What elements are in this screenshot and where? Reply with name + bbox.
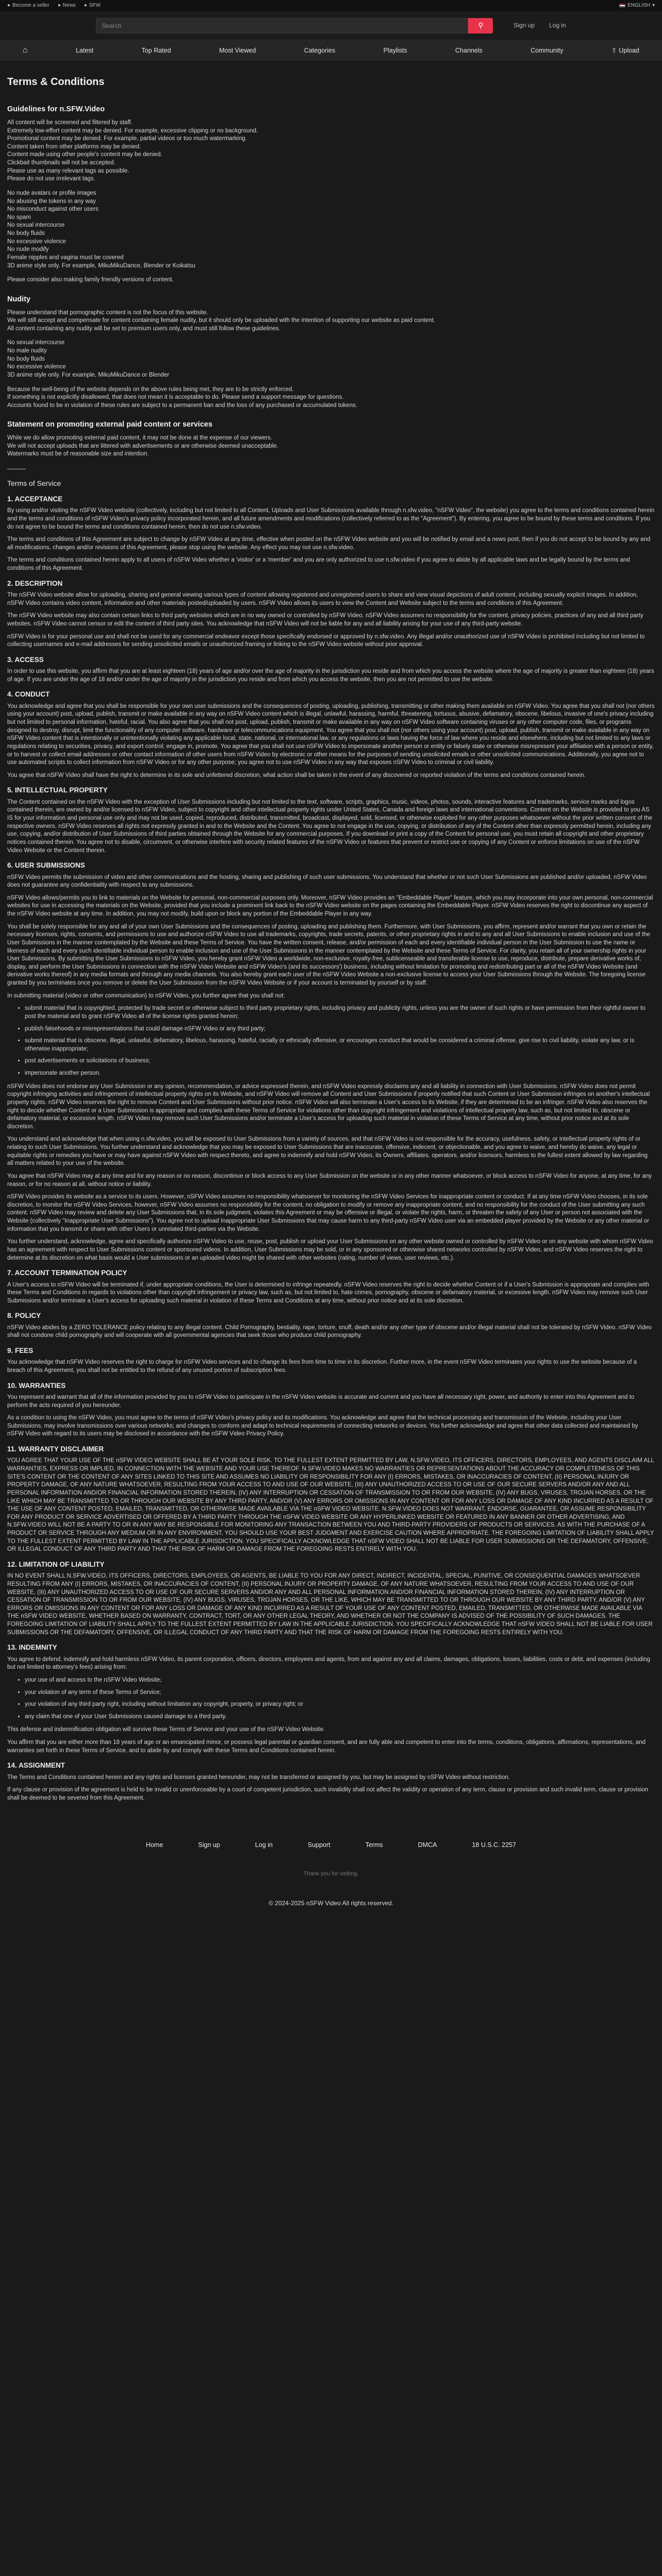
- section-paragraph: The terms and conditions of this Agreement are subject to change by nSFW Video at any time, effective when posted on the nSFW Video website and you will be notified by email and a news post, then if you do not accept to be bound by any and all modifications, changes and/or revisions of this Agreement, please stop using the website. Any effect you may not use n.sfw.video.: [7, 536, 651, 551]
- section-heading: 14. ASSIGNMENT: [7, 1761, 65, 1770]
- search-bar: [96, 18, 493, 33]
- section-heading: 3. ACCESS: [7, 655, 44, 664]
- tos-section: [7, 1560, 655, 1637]
- section-paragraph: The nSFW Video website allow for uploading, sharing and general viewing various types of content allowing registered and unregistered users to share and view visual depictions of adult content, including sexually explicit images. In addition, nSFW Video contains video content, information and other materials posted/uploaded by users. nSFW Video allows its users to view the Content and Website subject to the terms and conditions of this Agreement.: [7, 592, 638, 606]
- nudity-title: Nudity: [7, 295, 31, 303]
- section-paragraph: YOU AGREE THAT YOUR USE OF THE nSFW VIDEO WEBSITE SHALL BE AT YOUR SOLE RISK. TO THE FULLEST EXTENT PERMITTED BY LAW, N.SFW.VIDEO, ITS OFFICERS, DIRECTORS, EMPLOYEES, AND AGENTS DISCLAIM ALL WARRANTIES, EXPRESS OR IMPLIED, IN CONNECTION WITH THE WEBSITE AND YOUR USE THEREOF. N.SFW.VIDEO MAKES NO WARRANTIES OR REPRESENTATIONS ABOUT THE ACCURACY OR COMPLETENESS OF THIS SITE'S CONTENT OR THE CONTENT OF ANY SITES LINKED TO THIS SITE AND ASSUMES NO LIABILITY OR RESPONSIBILITY FOR ANY (I) ERRORS, MISTAKES, OR INACCURACIES OF CONTENT, (II) PERSONAL INJURY OR PROPERTY DAMAGE, OF ANY NATURE WHATSOEVER, RESULTING FROM YOUR ACCESS TO AND USE OF OUR WEBSITE, (III) ANY UNAUTHORIZED ACCESS TO OR USE OF OUR SECURE SERVERS AND/OR ANY AND ALL PERSONAL INFORMATION AND/OR FINANCIAL INFORMATION STORED THEREIN, (IV) ANY INTERRUPTION OR CESSATION OF TRANSMISSION TO OR FROM OUR WEBSITE, (IV) ANY BUGS, VIRUSES, TROJAN HORSES, OR THE LIKE WHICH MAY BE TRANSMITTED TO OR THROUGH OUR WEBSITE BY ANY THIRD PARTY, AND/OR (V) ANY ERRORS OR OMISSIONS IN ANY CONTENT OR FOR ANY LOSS OR DAMAGE OF ANY KIND INCURRED AS A RESULT OF THE USE OF ANY CONTENT POSTED, EMAILED, TRANSMITTED, OR OTHERWISE MADE AVAILABLE VIA THE nSFW VIDEO WEBSITE. N.SFW.VIDEO DOES NOT WARRANT, ENDORSE, GUARANTEE, OR ASSUME RESPONSIBILITY FOR ANY PRODUCT OR SERVICE ADVERTISED OR OFFERED BY A THIRD PARTY THROUGH THE nSFW VIDEO WEBSITE OR ANY HYPERLINKED WEBSITE OR FEATURED IN ANY BANNER OR OTHER ADVERTISING, AND N.SFW.VIDEO WILL NOT BE A PARTY TO OR IN ANY WAY BE RESPONSIBLE FOR MONITORING ANY TRANSACTION BETWEEN YOU AND THIRD-PARTY PROVIDERS OF PRODUCTS OR SERVICES. AS WITH THE PURCHASE OF A PRODUCT OR SERVICE THROUGH ANY MEDIUM OR IN ANY ENVIRONMENT, YOU SHOULD USE YOUR BEST JUDGMENT AND EXERCISE CAUTION WHERE APPROPRIATE. THE FOREGOING LIMITATION OF LIABILITY SHALL APPLY TO THE FULLEST EXTENT PERMITTED BY LAW IN THE APPLICABLE JURISDICTION. YOU SPECIFICALLY ACKNOWLEDGE THAT nSFW VIDEO SHALL NOT BE LIABLE FOR USER SUBMISSIONS OR THE DEFAMATORY, OFFENSIVE, OR ILLEGAL CONDUCT OF ANY THIRD PARTY AND THAT THE RISK OF HARM OR DAMAGE FROM THE FOREGOING RESTS ENTIRELY WITH YOU.: [7, 1458, 654, 1553]
- spacer: [7, 333, 655, 339]
- main-nav: [0, 40, 662, 61]
- section-paragraph: nSFW Video does not endorse any User Submission or any opinion, recommendation, or advice expressed therein, and nSFW Video expressly disclaims any and all liability in connection with User Submissions. nSFW Video does not permit copyright infringing activities and infringement of intellectual property rights on its Website, and nSFW Video will remove all Content and User Submissions if properly notified that such Content or User Submission infringes on another's intellectual property rights. nSFW Video reserves the right to remove Content and User Submissions without prior notice. nSFW Video will also terminate a User's access to its Website, if they are determined to be an infringer. nSFW Video also reserves the right to decide whether Content or a User Submission is appropriate and complies with these Terms of Service for violations other than copyright infringement and violations of intellectual property law, such as, but not limited to, obscene or defamatory material, or excessive length. nSFW Video may remove such User Submissions and/or terminate a User's access for uploading such material in violation of these Terms of Service at any time, without prior notice and at its sole discretion.: [7, 1083, 650, 1130]
- section-bullet: • submit material that is obscene, illegal, unlawful, defamatory, libelous, harassing, hateful, racially or ethnically offensive, or encourages conduct that would be considered a criminal offense, give rise to civil liability, violate any law, or is otherwise inappropriate;: [25, 1037, 655, 1053]
- rule-line: No misconduct against other users: [7, 206, 99, 213]
- rule-line: If something is not explicitly disallowed, that does not mean it is acceptable to do. Please send a support message for questions.: [7, 394, 344, 401]
- section-heading: 2. DESCRIPTION: [7, 579, 63, 587]
- section-paragraph: nSFW Video permits the submission of video and other communications and the hosting, sharing and publishing of such user submissions. You understand that whether or not such User Submissions are published and/or uploaded, nSFW Video does not guarantee any confidentiality with respect to any submissions.: [7, 874, 647, 889]
- main-content: [0, 61, 662, 1803]
- rule-line: Female nipples and vagina must be covered: [7, 254, 124, 261]
- rule-line: Promotional content may be denied. For example, partial videos or too much watermarking.: [7, 135, 247, 142]
- thanks-text: Thank you for visiting.: [303, 1870, 359, 1877]
- guidelines-section: [7, 105, 655, 284]
- search-input[interactable]: [96, 18, 468, 33]
- tos-section: [7, 861, 655, 1262]
- rule-line: Because the well-being of the website depends on the above rules being met, they are to be strictly enforced.: [7, 386, 294, 393]
- tos-section: [7, 1381, 655, 1438]
- footer-link-dmca[interactable]: DMCA: [418, 1841, 437, 1849]
- section-bullet: • any claim that one of your User Submissions caused damage to a third party.: [25, 1713, 655, 1721]
- language-label: ENGLISH: [627, 3, 650, 9]
- rule-line: No spam: [7, 214, 31, 221]
- search-button[interactable]: [468, 18, 493, 33]
- tos-section: [7, 655, 655, 684]
- section-heading: 7. ACCOUNT TERMINATION POLICY: [7, 1269, 127, 1277]
- upload-icon: ⇧: [611, 46, 617, 54]
- section-heading: 4. CONDUCT: [7, 690, 50, 699]
- rule-line: We will not accept uploads that are littered with advertisements or are otherwise deemed unacceptable.: [7, 443, 278, 449]
- upload-label: Upload: [619, 46, 639, 54]
- tos-sections: [7, 495, 655, 1803]
- top-bar: [0, 0, 662, 11]
- news-icon: ●: [57, 3, 61, 9]
- section-paragraph: The terms and conditions contained herein apply to all users of nSFW Video whether a 'visitor' or a 'member' and you are only authorized to use n.sfw.video if you agree to abide by all applicable laws and be legally bound by the terms and conditions of this Agreement.: [7, 557, 630, 572]
- section-paragraph: nSFW Video allows/permits you to link to materials on the Website for personal, non-commercial purposes only. Moreover, nSFW Video provides an "Embeddable Player" feature, which you may incorporate into your own personal, non-commercial websites for use in accessing the materials on the Website, provided that you include a prominent link back to the nSFW Video website on the pages containing the Embeddable Player. nSFW Video reserves the right to discontinue any aspect of the nSFW Video website at any time. In addition, you may not modify, build upon or block any portion of the Embeddable Player in any way.: [7, 894, 653, 918]
- guidelines-title: Guidelines for n.SFW.Video: [7, 105, 105, 114]
- rule-line: No abusing the tokens in any way: [7, 198, 96, 205]
- upload-button[interactable]: [611, 46, 639, 55]
- footer-link-login[interactable]: Log in: [255, 1841, 273, 1849]
- section-paragraph: You acknowledge and agree that you shall be responsible for your own user submissions and the consequences of posting, uploading, publishing, transmitting or other making them available on nSFW Video. You agree that you shall not (nor others using your account) post, upload, publish, transmit or make available in any way on nSFW Video content which is illegal, unlawful, harassing, harmful, threatening, tortuous, abusive, defamatory, obscene, libelous, invasive of one's privacy including but not limited to personal information, hateful, racial. You also agree that you shall not post, upload, publish, transmit or make available in any way on nSFW Video software containing viruses or any other computer code, files, or programs designed to destroy, disrupt, limit the functionality of any computer software, hardware or telecommunications equipment. You agree that you shall not (nor others using your account) post, upload, publish, transmit or make available in any way on nSFW Video content that is intentionally or unintentionally violating any applicable local, state, national, or international law, or any regulations or laws having the force of law where you reside and elsewhere, including but not limited to any laws or regulations relating to securities, privacy, and export control; engage in, promote. You agree that you shall not use nSFW Video to impersonate another person or entity or falsely state or otherwise misrepresent your affiliation with a person or entity, or to harvest or collect email addresses or other contact information of other users from nSFW Video by electronic or other means for the purposes of sending unsolicited emails or other unsolicited communications. Additionally, you agree not to use automated scripts to collect information from nSFW Video or for any other purpose; you agree not to use nSFW Video in any way that exposes nSFW Video to criminal or civil liability.: [7, 703, 655, 766]
- section-paragraph: You agree that nSFW Video may at any time and for any reason or no reason, discontinue or block access to any User Submission on the website or in any other manner whatsoever, or block access to nSFW Video for anyone, at any time, for any reason, or for no reason at all, without notice or liability.: [7, 1173, 652, 1188]
- rule-line: Content taken from other platforms may be denied.: [7, 143, 141, 150]
- rule-line: No body fluids: [7, 230, 45, 237]
- section-bullet: • impersonate another person.: [25, 1070, 655, 1078]
- tos-section: [7, 1445, 655, 1554]
- top-link-label: SFW: [89, 3, 101, 9]
- section-paragraph: The Content contained on the nSFW Video with the exception of User Submissions including but not limited to the text, software, scripts, graphics, music, videos, photos, sounds, interactive features and trademarks, service marks and logos contained therein, are owned by and/or licensed to nSFW Video, subject to copyright and other intellectual property rights under United States, Canada and foreign laws and international conventions. Content on the Website is provided to you AS IS for your information and personal use only and may not be used, copied, reproduced, distributed, transmitted, broadcast, displayed, sold, licensed, or otherwise exploited for any other purposes whatsoever without the prior written consent of the respective owners. nSFW Video reserves all rights not expressly granted in and to the Website and the Content. You agree to not engage in the use, copying, or distribution of any of the Content other than expressly permitted herein, including any use, copying, and/or distribution of User Submissions of third parties obtained through the Website for any commercial purposes. If you download or print a copy of the Content for personal use, you must retain all copyright and other proprietary notices contained therein. You agree not to disable, circumvent, or otherwise interfere with security related features of the nSFW Video or features that prevent or restrict use or copying of any Content or enforce limitations on use of the nSFW Video Website or the Content therein.: [7, 799, 653, 854]
- nav-item-categories[interactable]: Categories: [304, 46, 336, 54]
- section-paragraph: A User's access to nSFW Video will be terminated if, under appropriate conditions, the User is determined to infringe repeatedly. nSFW Video reserves the right to decide whether Content or if a User's Submission is appropriate and complies with these Terms and Conditions in regards to violations other than copyright infringement or privacy law, such as, but not limited to, hate crimes, pornography, obscene or defamatory material, or excessive length. nSFW Video may remove such User Submissions and/or terminate a User's access for uploading such material in violation of these Terms and Conditions at any time, without prior notice and at its sole discretion.: [7, 1281, 650, 1304]
- section-bullet: • your use of and access to the nSFW Video Website;: [25, 1676, 655, 1685]
- section-paragraph: You affirm that you are either more than 18 years of age or an emancipated minor, or possess legal parental or guardian consent, and are fully able and competent to enter into the terms, conditions, obligations, affirmations, representations, and warranties set forth in these Terms of Service, and to abide by and comply with these Terms and Conditions contained herein.: [7, 1739, 646, 1754]
- footer-links: [0, 1834, 662, 1857]
- section-heading: 8. POLICY: [7, 1312, 41, 1320]
- section-paragraph: You understand and acknowledge that when using n.sfw.video, you will be exposed to User Submissions from a variety of sources, and that nSFW Video is not responsible for the accuracy, usefulness, safety, or intellectual property rights of or relating to such User Submissions. You further understand and acknowledge that you may be exposed to User Submissions that are inaccurate, offensive, indecent, or objectionable, and you agree to waive, and hereby do waive, any legal or equitable rights or remedies you have or may have against nSFW Video with respect thereto, and agree to indemnify and hold nSFW Video, its Owners, affiliates, operators, and/or licensors, harmless to the fullest extent allowed by law regarding all matters related to your use of the website.: [7, 1136, 648, 1167]
- rule-line: All content containing any nudity will be set to premium users only, and must still follow these guidelines.: [7, 325, 280, 332]
- spacer: [7, 380, 655, 386]
- nav-item-most-viewed[interactable]: Most Viewed: [219, 46, 256, 54]
- footer-link-signup[interactable]: Sign up: [198, 1841, 220, 1849]
- us-flag-icon: [619, 4, 625, 8]
- copyright-text: © 2024-2025 nSFW Video All rights reserved.: [268, 1900, 394, 1907]
- section-paragraph: The Terms and Conditions contained herein and any rights and licenses granted hereunder, may not be transferred or assigned by you, but may be assigned by nSFW Video without restriction.: [7, 1774, 510, 1781]
- tos-section: [7, 1761, 655, 1802]
- nudity-section: [7, 295, 655, 410]
- rule-line: No male nudity: [7, 348, 47, 354]
- section-paragraph: You shall be solely responsible for any and all of your own User Submissions and the consequences of posting, uploading and publishing them. Furthermore, with User Submissions, you affirm, represent and/or warrant that you own or retain the necessary licenses, rights, consents, and permissions to use and authorize nSFW Video to use all trademarks, copyrights, trade secrets, patents, or other proprietary rights in and to any and all User Submissions to enable inclusion and use of the User Submissions in the manner contemplated by the Website and these Terms of Service. You have the written consent, release, and/or permission of each and every identifiable individual person in the User Submission to use the name or likeness of each and every such identifiable individual person to enable inclusion and use of the User Submissions in the manner contemplated by the Website and these Terms of Service. For clarity, you retain all of your ownership rights in your User Submissions. By submitting the User Submissions to nSFW Video, you hereby grant nSFW Video a worldwide, non-exclusive, royalty-free, sublicenseable and transferable license to use, reproduce, distribute, prepare derivative works of, display, and perform the User Submissions in connection with the nSFW Video Website and nSFW Video's (and its successors') business, including without limitation for promoting and redistributing part or all of the nSFW Video Website (and derivative works thereof) in any media formats and through any media channels. You also hereby grant each user of the nSFW Video Website a non-exclusive license to access your User Submissions through the Website. The foregoing license granted by you terminates once you remove or delete the User Submission from the nSFW Video Website or if your account is terminated by yourself or by staff.: [7, 923, 650, 987]
- section-bullet: • submit material that is copyrighted, protected by trade secret or otherwise subject to third party proprietary rights, including privacy and publicity rights, unless you are the owner of such rights or have permission from their rightful owner to post the material and to grant nSFW Video all of the license rights granted herein;: [25, 1005, 655, 1021]
- tos-section: [7, 495, 655, 573]
- rule-line: No excessive violence: [7, 364, 66, 370]
- section-bullet-list: [25, 1676, 655, 1721]
- rule-line: All content will be screened and filtered by staff.: [7, 119, 133, 126]
- section-paragraph: You acknowledge that nSFW Video reserves the right to charge for nSFW Video services and to change its fees from time to time in its discretion. Further more, in the event nSFW Video terminates your rights to use the website because of a breach of this Agreement, you shall not be entitled to the refund of any unused portion of subscription fees.: [7, 1359, 637, 1374]
- section-paragraph: You represent and warrant that all of the information provided by you to nSFW Video to participate in the nSFW Video website is accurate and current and you have all necessary right, power, and authority to enter into this Agreement and to perform the acts required of you hereunder.: [7, 1394, 635, 1409]
- rule-line: No sexual intercourse: [7, 222, 65, 229]
- section-paragraph: nSFW Video abides by a ZERO TOLERANCE policy relating to any illegal content. Child Pornography, bestiality, rape, torture, snuff, death and/or any other type of obscene and/or illegal material shall not be tolerated by nSFW Video. nSFW Video shall not condone child pornography and will cooperate with all governmental agencies that seek those who produce child pornography.: [7, 1324, 652, 1339]
- section-bullet-list: [25, 1005, 655, 1077]
- guidelines-list: [7, 119, 655, 284]
- signup-link[interactable]: Sign up: [514, 22, 535, 29]
- rule-line: 3D anime style only. For example, MikuMikuDance or Blender: [7, 371, 170, 378]
- rule-line: Clickbait thumbnails will not be accepted.: [7, 160, 115, 166]
- language-selector[interactable]: [619, 2, 655, 9]
- section-paragraph: The nSFW Video website may also contain certain links to third party websites which are in no way owned or controlled by nSFW Video. nSFW Video assumes no responsibility for the content, privacy policies, practices of any and all third party websites. nSFW Video cannot censor or edit the content of third party sites. You acknowledge that nSFW Video will not be liable for any and all liability arising for your use of any third-party website.: [7, 613, 643, 627]
- auth-links: [514, 21, 566, 29]
- tos-section: [7, 579, 655, 649]
- page-title: Terms & Conditions: [7, 76, 105, 88]
- section-paragraph: If any clause or provision of the agreement is held to be invalid or unenforceable by a court of competent jurisdiction, such invalidity shall not affect the validity or operation of any term, clause or provision and such invalid term, clause or provision shall be deemed to be severed from this Agreement.: [7, 1787, 649, 1801]
- tos-section: [7, 1643, 655, 1755]
- top-link-seller[interactable]: [7, 2, 49, 9]
- section-paragraph: You agree that nSFW Video shall have the right to determine in its sole and unfettered discretion, what action shall be taken in the event of any discovered or reported violation of the terms and conditions contained herein.: [7, 772, 586, 778]
- user-icon: ●: [7, 3, 11, 9]
- header: [0, 11, 662, 40]
- nav-item-latest[interactable]: Latest: [76, 46, 94, 54]
- section-bullet: • your violation of any term of these Terms of Service;: [25, 1689, 655, 1697]
- section-paragraph: In order to use this website, you affirm that you are at least eighteen (18) years of age and/or over the age of majority in the jurisdiction you reside and from which you access the website where the age of majority is greater than eighteen (18) years of age. If you are under the age of 18 and/or under the age of majority in the jurisdiction you reside and from which you access the website, then you are not permitted to use the website.: [7, 668, 654, 683]
- tag-icon: ●: [84, 3, 87, 9]
- nav-item-playlists[interactable]: Playlists: [383, 46, 407, 54]
- section-heading: 11. WARRANTY DISCLAIMER: [7, 1445, 104, 1453]
- top-link-sfw[interactable]: [84, 2, 101, 9]
- tos-section: [7, 1311, 655, 1340]
- rule-line: Please consider also making family friendly versions of content.: [7, 277, 174, 283]
- top-link-news[interactable]: [58, 2, 76, 9]
- rule-line: No nude avatars or profile images: [7, 190, 96, 196]
- section-paragraph: In submitting material (video or other communication) to nSFW Video, you further agree that you shall not:: [7, 992, 285, 999]
- rule-line: 3D anime style only. For example, MikuMikuDance, Blender or Koikatsu: [7, 262, 195, 269]
- rule-line: Please do not use irrelevant tags.: [7, 176, 95, 182]
- rule-line: Watermarks must be of reasonable size and intention.: [7, 451, 149, 457]
- top-link-label: Become a seller: [12, 3, 49, 9]
- top-link-label: News: [62, 3, 76, 9]
- section-paragraph: You agree to defend, indemnify and hold harmless nSFW Video, its parent corporation, officers, directors, employees and agents, from and against any and all claims, damages, obligations, losses, liabilities, costs or debt, and expenses (including but not limited to attorney's fees) arising from:: [7, 1656, 650, 1671]
- tos-section: [7, 1268, 655, 1305]
- spacer: [7, 183, 655, 190]
- rule-line: Please understand that pornographic content is not the focus of this website.: [7, 309, 208, 316]
- tos-section: [7, 1346, 655, 1375]
- tos-title: Terms of Service: [7, 479, 61, 487]
- section-heading: 6. USER SUBMISSIONS: [7, 861, 85, 870]
- rule-line: We will still accept and compensate for content containing female nudity, but it should only be uploaded with the intention of supporting our website as paid content.: [7, 317, 435, 324]
- rule-line: No sexual intercourse: [7, 340, 65, 346]
- section-paragraph: As a condition to using the nSFW Video, you must agree to the terms of nSFW Video's privacy policy and its modifications. You acknowledge and agree that the technical processing and transmission of the Website, including your User Submissions, may involve transmissions over various networks; and changes to conform and adapt to technical requirements of connecting networks or devices. You further acknowledge and agree that other data collected and maintained by nSFW Video with regard to its users may be disclosed in accordance with the nSFW Video Privacy Policy.: [7, 1415, 638, 1437]
- section-paragraph: This defense and indemnification obligation will survive these Terms of Service and your use of the nSFW Video Website.: [7, 1726, 325, 1733]
- section-paragraph: You further understand, acknowledge, agree and specifically authorize nSFW Video to use, reuse, post, publish or upload your User Submissions on any other website owned or controlled by nSFW Video or on any website with whom nSFW Video has an agreement with respect to User Submissions content or sponsored videos. In addition, User Submissions may be sold, or in any sponsored or otherwise shared networks controlled by nSFW Video, and nSFW Video reserves the right to determine at its discretion on what basis would a User submissions or an uploaded video might be shared with other websites (rating, number of views, user reviews, etc.).: [7, 1239, 653, 1261]
- tos-section: [7, 786, 655, 855]
- rule-line: While we do allow promoting external paid content, it may not be done at the expense of our viewers.: [7, 435, 272, 442]
- copyright-label: 2024-2025 nSFW Video All rights reserved.: [275, 1900, 394, 1907]
- spacer: [7, 270, 655, 276]
- rule-line: Content made using other people's content may be denied.: [7, 151, 162, 158]
- tos-section: [7, 690, 655, 779]
- rule-line: Extremely low-effort content may be denied. For example, excessive clipping or no background.: [7, 127, 258, 134]
- rule-line: No body fluids: [7, 355, 45, 362]
- promo-section: [7, 420, 655, 459]
- footer-link-support[interactable]: Support: [307, 1841, 330, 1849]
- section-paragraph: nSFW Video provides its website as a service to its users. However, nSFW Video assumes no responsibility whatsoever for monitoring the nSFW Video Services for inappropriate content or conduct. If at any time nSFW Video chooses, in its sole discretion, to monitor the nSFW Video Services, however, nSFW Video assumes no responsibility for the content, no obligation to modify or remove any inappropriate content, and no responsibility for the conduct of the User submitting any such content. nSFW Video may review and delete any User Submissions that, in its sole judgment, violates this Agreement or may be offensive or illegal, or violate the rights, harm, or threaten the safety of any User or person not associated with the Website (collectively "Inappropriate User Submissions"). You agree not to upload Inappropriate User Submissions that may cause harm to any third-party nSFW Video user via an embedded player provided by the Website or any other material or information that you transmit or share with other Users or unrelated third-parties via the Website.: [7, 1194, 650, 1232]
- nav-item-channels[interactable]: Channels: [455, 46, 483, 54]
- search-icon: ⚲: [478, 21, 484, 29]
- promo-list: [7, 434, 655, 459]
- section-heading: 13. INDEMNITY: [7, 1643, 57, 1652]
- chevron-down-icon: ▾: [652, 3, 655, 9]
- section-bullet: • publish falsehoods or misrepresentations that could damage nSFW Video or any third party;: [25, 1025, 655, 1033]
- top-links: [7, 2, 101, 9]
- home-icon[interactable]: ⌂: [23, 46, 28, 55]
- rule-line: No excessive violence: [7, 238, 66, 245]
- section-paragraph: By using and/or visiting the nSFW Video website (collectively, including but not limited to all Content, Uploads and User Submissions available through n.sfw.video, "nSFW Video", the website) you agree to the terms and conditions contained herein and the terms and conditions of nSFW Video's privacy policy incorporated herein, and all future amendments and modifications (collectively referred to as the "Agreement"). By entering, you agree to be bound by these terms and conditions. If you do not agree to be bound the terms and conditions contained herein, then do not use n.sfw.video.: [7, 507, 655, 530]
- promo-title: Statement on promoting external paid content or services: [7, 420, 213, 429]
- section-bullet: • post advertisements or solicitations of business;: [25, 1057, 655, 1065]
- rule-line: No nude modify: [7, 246, 49, 253]
- nav-item-community[interactable]: Community: [531, 46, 564, 54]
- section-bullet: • your violation of any third party right, including without limitation any copyright, property, or privacy right; or: [25, 1701, 655, 1709]
- section-heading: 10. WARRANTIES: [7, 1381, 66, 1389]
- section-heading: 9. FEES: [7, 1347, 34, 1354]
- section-paragraph: nSFW Video is for your personal use and shall not be used for any commercial endeavor except those specifically endorsed or approved by n.sfw.video. Any illegal and/or unauthorized use of nSFW Video is prohibited including but not limited to collecting usernames and e-mail addresses for sending unsolicited emails or unauthorized framing or linking to the nSFW Video website without prior approval.: [7, 633, 645, 648]
- footer-link-terms[interactable]: Terms: [365, 1841, 383, 1849]
- section-heading: 12. LIMITATION OF LIABILITY: [7, 1560, 105, 1568]
- section-paragraph: IN NO EVENT SHALL N.SFW.VIDEO, ITS OFFICERS, DIRECTORS, EMPLOYEES, OR AGENTS, BE LIABLE TO YOU FOR ANY DIRECT, INDIRECT, INCIDENTAL, SPECIAL, PUNITIVE, OR CONSEQUENTIAL DAMAGES WHATSOEVER RESULTING FROM ANY (I) ERRORS, MISTAKES, OR INACCURACIES OF CONTENT, (II) PERSONAL INJURY OR PROPERTY DAMAGE, OF ANY NATURE WHATSOEVER, RESULTING FROM YOUR ACCESS TO AND USE OF OUR WEBSITE, (III) ANY UNAUTHORIZED ACCESS TO OR USE OF OUR SECURE SERVERS AND/OR ANY AND ALL PERSONAL INFORMATION AND/OR FINANCIAL INFORMATION STORED THEREIN, (IV) ANY INTERRUPTION OR CESSATION OF TRANSMISSION TO OR FROM OUR WEBSITE, (IV) ANY BUGS, VIRUSES, TROJAN HORSES, OR THE LIKE, WHICH MAY BE TRANSMITTED TO OR THROUGH OUR WEBSITE BY ANY THIRD PARTY, AND/OR (V) ANY ERRORS OR OMISSIONS IN ANY CONTENT OR FOR ANY LOSS OR DAMAGE OF ANY KIND INCURRED AS A RESULT OF YOUR USE OF ANY CONTENT POSTED, EMAILED, TRANSMITTED, OR OTHERWISE MADE AVAILABLE VIA THE nSFW VIDEO WEBSITE, WHETHER BASED ON WARRANTY, CONTRACT, TORT, OR ANY OTHER LEGAL THEORY, AND WHETHER OR NOT THE COMPANY IS ADVISED OF THE POSSIBILITY OF SUCH DAMAGES. THE FOREGOING LIMITATION OF LIABILITY SHALL APPLY TO THE FULLEST EXTENT PERMITTED BY LAW IN THE APPLICABLE JURISDICTION. YOU SPECIFICALLY ACKNOWLEDGE THAT nSFW VIDEO SHALL NOT BE LIABLE FOR USER SUBMISSIONS OR THE DEFAMATORY, OFFENSIVE, OR ILLEGAL CONDUCT OF ANY THIRD PARTY AND THAT THE RISK OF HARM OR DAMAGE FROM THE FOREGOING RESTS ENTIRELY WITH YOU.: [7, 1573, 653, 1636]
- rule-line: Please use as many relevant tags as possible.: [7, 167, 129, 174]
- section-heading: 5. INTELLECTUAL PROPERTY: [7, 786, 108, 794]
- nav-item-top-rated[interactable]: Top Rated: [141, 46, 171, 54]
- section-heading: 1. ACCEPTANCE: [7, 495, 63, 503]
- login-link[interactable]: Log in: [549, 22, 566, 29]
- nudity-list: [7, 309, 655, 410]
- footer-link-2257[interactable]: 18 U.S.C. 2257: [472, 1841, 516, 1849]
- footer-link-home[interactable]: Home: [146, 1841, 163, 1849]
- rule-line: Accounts found to be in violation of these rules are subject to a permanent ban and the loss of any purchased or accumulated tokens.: [7, 402, 357, 409]
